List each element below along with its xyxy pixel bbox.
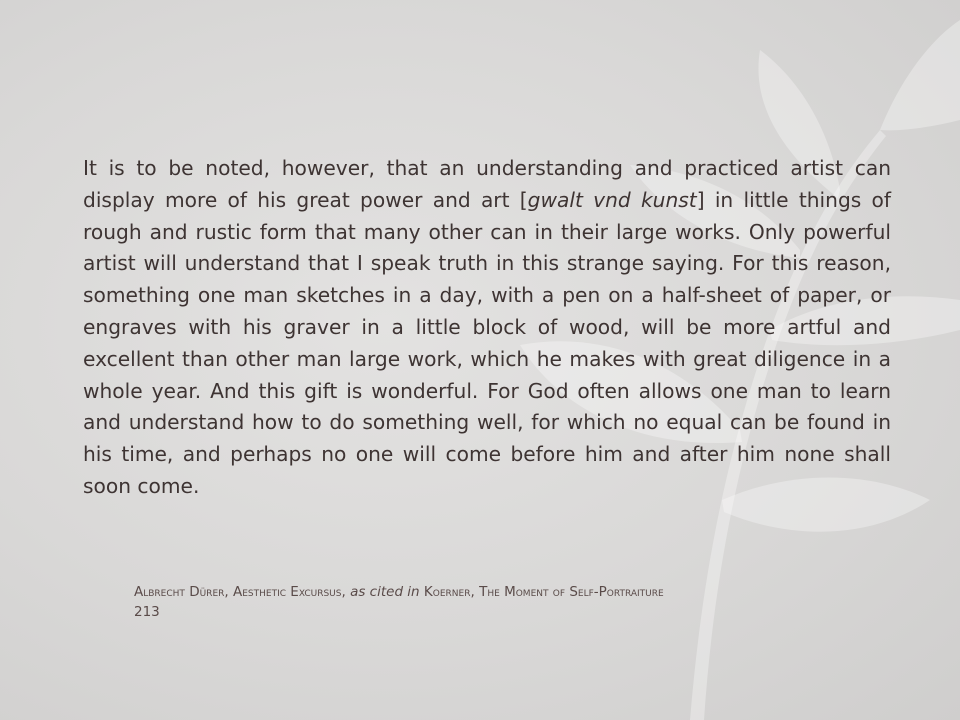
citation	[134, 582, 894, 622]
citation-cited-author: Koerner	[423, 584, 471, 600]
citation-page: 213	[134, 604, 160, 620]
citation-cited-as: as cited in	[350, 584, 420, 600]
citation-separator: ,	[470, 584, 480, 600]
citation-separator: ,	[341, 584, 351, 600]
citation-work: Aesthetic Excursus	[232, 584, 342, 600]
quote-emphasis: gwalt vnd kunst	[527, 187, 697, 212]
citation-cited-work: The Moment of Self-Portraiture	[479, 584, 664, 600]
citation-author: Albrecht Dürer	[134, 584, 225, 600]
quote-text	[83, 153, 891, 503]
quote-part-2: ] in little things of rough and rustic form that many other can in their large works. Only powerful artist will understand that I speak truth in this strange saying. For this reason, something one man sketches in a day, with a pen on a half-sheet of paper, or engraves with his graver in a little block of wood, will be more artful and excellent than other man large work, which he makes with great diligence in a whole year. And this gift is wonderful. For God often allows one man to learn and understand how to do something well, for which no equal can be found in his time, and perhaps no one will come before him and after him none shall soon come.	[83, 187, 891, 498]
citation-separator: ,	[224, 584, 233, 600]
quote-part-1: It is to be noted, however, that an understanding and practiced artist can display more of his great power and art [	[83, 156, 891, 212]
